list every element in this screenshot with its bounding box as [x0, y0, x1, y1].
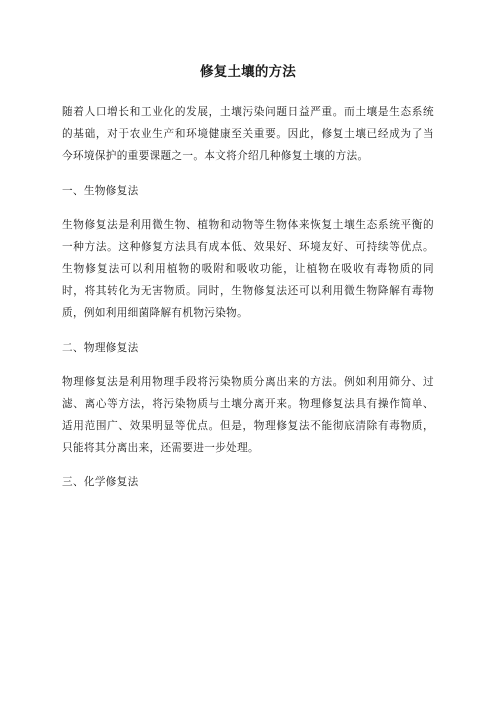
section-heading-chemical: 三、化学修复法 — [62, 476, 139, 489]
section-body-biological: 生物修复法是利用微生物、植物和动物等生物体来恢复土壤生态系统平衡的一种方法。这种修复方法具有成本低、效果好、环境友好、可持续等优点。生物修复法可以利用植物的吸附和吸收功能，让植物在吸收有毒物质的同时，将其转化为无害物质。同时，生物修复法还可以利用微生物降解有毒物质，例如利用细菌降解有机物污染物。 — [62, 218, 434, 320]
section-heading-biological: 一、生物修复法 — [62, 184, 139, 197]
document-title: 修复土壤的方法 — [200, 64, 296, 80]
section-body-physical: 物理修复法是利用物理手段将污染物质分离出来的方法。例如利用筛分、过滤、离心等方法，将污染物质与土壤分离开来。物理修复法具有操作简单、适用范围广、效果明显等优点。但是，物理修复法不能彻底清除有毒物质，只能将其分离出来，还需要进一步处理。 — [62, 375, 434, 455]
section-heading-physical: 二、物理修复法 — [62, 341, 139, 354]
intro-paragraph: 随着人口增长和工业化的发展，土壤污染问题日益严重。而土壤是生态系统的基础，对于农业生产和环境健康至关重要。因此，修复土壤已经成为了当今环境保护的重要课题之一。本文将介绍几种修复土壤的方法。 — [62, 106, 434, 163]
